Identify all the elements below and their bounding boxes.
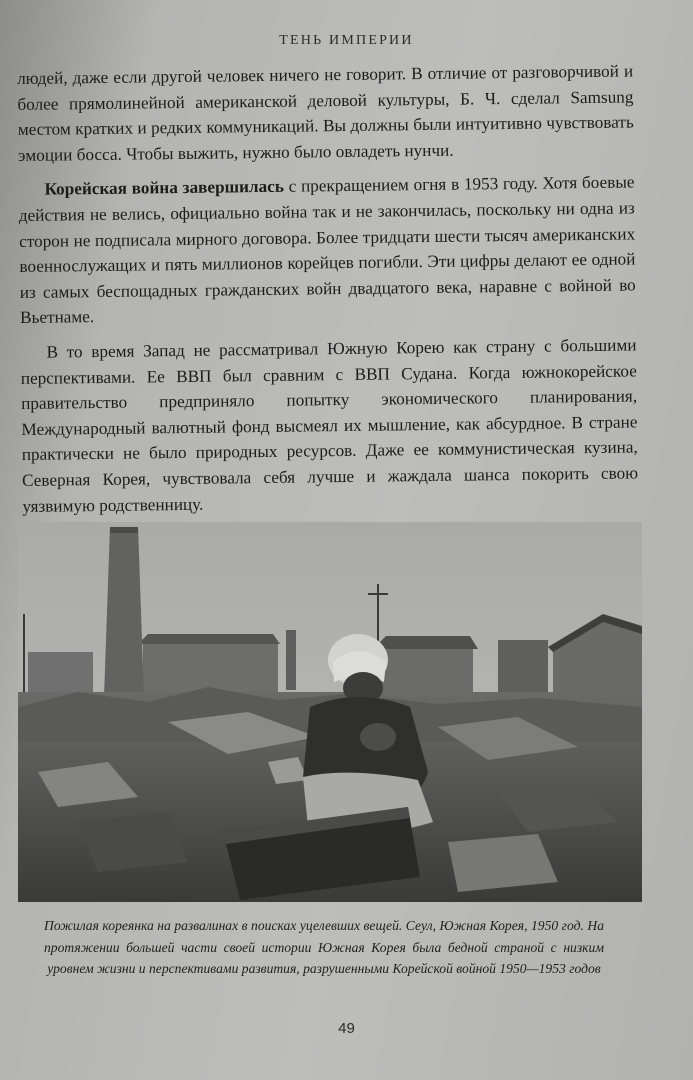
body-text [17,58,638,519]
paragraph-2-text: с прекращением огня в 1953 году. Хотя боевые действия не велись, официально война так и не закончилась, поскольку ни одна из сторон не подписала мирного договора. Более тридцати шести тысяч американских военнослужащих и пять миллионов корейцев погибли. Эти цифры делают ее одной из самых беспощадных гражданских войн двадцатого века, наравне с войной во Вьетнаме. [18,172,636,328]
paragraph-1: людей, даже если другой человек ничего не говорит. В отличие от разговорчивой и более прямолинейной американской деловой культуры, Б. Ч. сделал Samsung местом кратких и редких коммуникаций. Вы должны были интуитивно чувствовать эмоции босса. Чтобы выжить, нужно было овладеть нунчи. [17,61,634,165]
photo-illustration [18,522,642,902]
paragraph-3: В то время Запад не рассматривал Южную Корею как страну с большими перспективами. Ее ВВП был сравним с ВВП Судана. Когда южнокорейское правительство предприняло попытку экономического планирования, Международный валютный фонд высмеял их мышление, как абсурдное. В стране практически не было природных ресурсов. Даже ее коммунистическая кузина, Северная Корея, чувствовала себя лучше и жаждала шанса покорить свою уязвимую родственницу. [20,335,639,516]
paragraph-2-lead: Корейская война завершилась [44,177,285,200]
page-number: 49 [338,1020,355,1037]
photo-caption: Пожилая кореянка на развалинах в поисках уцелевших вещей. Сеул, Южная Корея, 1950 год. На протяжении большей части своей истории Южная Корея была бедной страной с низким уровнем жизни и перспективами развития, разрушенными Корейской войной 1950—1953 годов [44,918,604,976]
paragraph-2 [18,170,636,331]
photo-korean-woman-ruins [18,522,642,902]
running-head: ТЕНЬ ИМПЕРИИ [279,33,414,48]
